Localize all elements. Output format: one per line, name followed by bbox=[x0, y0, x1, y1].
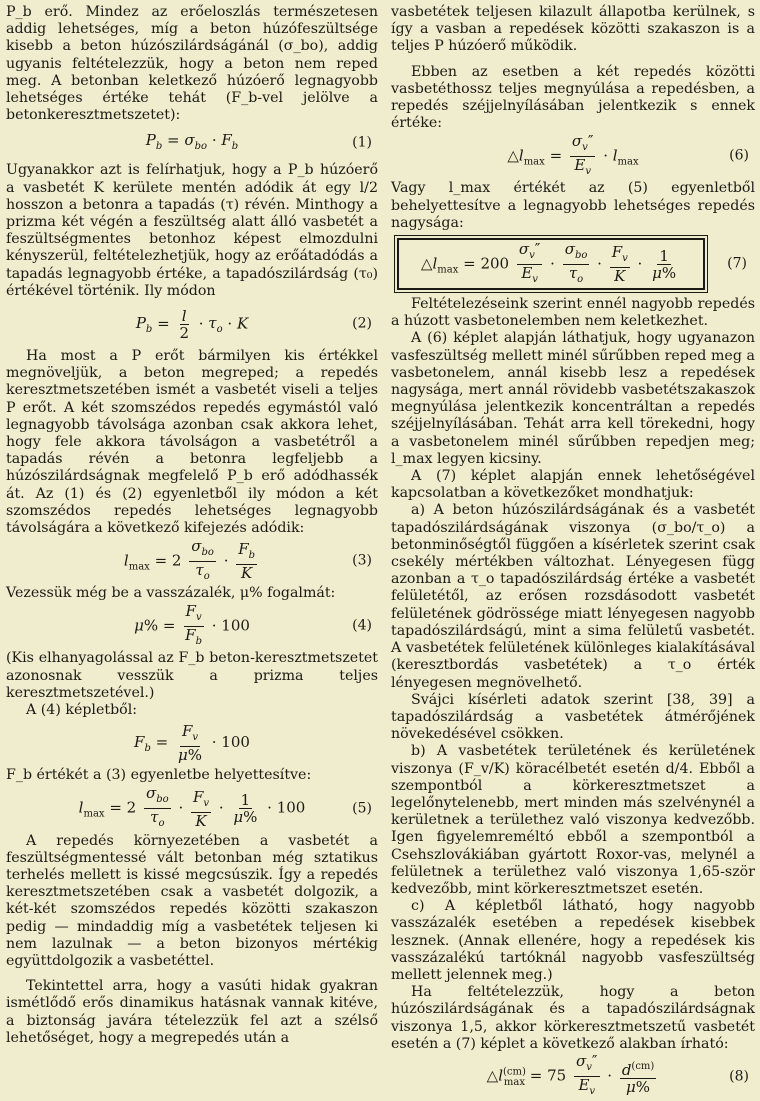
left-paragraph-2: Ugyanakkor azt is felírhatjuk, hogy a P_b húzóerő a vasbetét K kerülete mentén adódik át egy l/2 hosszon a betonra a tapadás (τ) révén. Minthogy a prizma két végén a feszültség alatt álló vasbetét a feszültségmentes betonhoz képest elmozdulni kényszerül, feltételezhetjük, hogy az erőátadódás a tapadás legnagyobb értéke, a tapadószilárdság (τ₀) értékével történik. Ily módon bbox=[6, 162, 378, 299]
equation-4: μ% = $\frac{F_v}{F_b}$ · 100 (4) bbox=[134, 601, 372, 647]
equation-8-number: (8) bbox=[729, 1068, 749, 1085]
right-paragraph-2: Ebben az esetben a két repedés közötti vasbetéthossz teljes megnyúlása a repedésben, a repedés széjjelnyílásában jelentkezik s ennek értéke: bbox=[391, 63, 755, 132]
equation-7: $\triangle l_{max} = 200$ $\frac{\sigma_v''}{E_v}$ · $\frac{\sigma_{bo}}{\tau_o}$ · $\frac{F_v}{K}$ · $\frac{1}{\mu\%}$ (7) bbox=[397, 238, 705, 290]
right-paragraph-6: A (7) képlet alapján ennek lehetőségével kapcsolatban a következőket mondhatjuk: bbox=[391, 468, 755, 502]
equation-6: $\triangle l_{max}$ = $\frac{\sigma_v''}{E_v}$ · $l_{max}$ (6) bbox=[507, 131, 749, 177]
left-paragraph-6: A (4) képletből: bbox=[26, 702, 138, 719]
right-paragraph-5: A (6) képlet alapján láthatjuk, hogy ugyanazon vasfeszültség mellett minél sűrűbben reped meg a vasbetonelem, annál kisebb lesz a repedések nagysága, mert annál rövidebb vasbetétszakaszok megnyúlása jelentkezik koncentráltan a repedés széjjelnyílásában. Tehát arra kell törekedni, hogy a vasbetonelem minél sűrűbben repedjen meg; l_max legyen kicsiny. bbox=[391, 330, 755, 467]
equation-2-number: (2) bbox=[352, 315, 372, 332]
equation-3: $l_{max} = 2$ $\frac{\sigma_{bo}}{\tau_o}$ · $\frac{F_b}{K}$ (3) bbox=[123, 536, 372, 583]
right-paragraph-9: b) A vasbetétek területének és kerületének viszonya (F_v/K) köracélbetét esetén d/4. Ebből a szempontból a körkeresztmetszet a legelőnytelenebb, mert minden más szelvénynél a kerületnek a területhez való viszonya kedvezőbb. Igen figyelemreméltó ebből a szempontból a Csehszlovákiában gyártott Roxor-vas, melynél a felületnek a területhez való viszonya 1,65-ször kedvezőbb, mint körkeresztmetszet esetén. bbox=[391, 743, 755, 897]
left-paragraph-5: (Kis elhanyagolással az F_b beton-keresztmetszetet azonosnak vesszük a prizma teljes keresztmetszetével.) bbox=[6, 650, 378, 701]
right-paragraph-3: Vagy l_max értékét az (5) egyenletből behelyettesítve a legnagyobb lehetséges repedés nagysága: bbox=[391, 180, 755, 231]
equation-6-number: (6) bbox=[729, 147, 749, 164]
equation-8: $\triangle l^{(cm)}_{max} = 75$ $\frac{\sigma_v''}{E_v}$ · $\frac{d^{(cm)}}{\mu\%}$ (8) bbox=[486, 1052, 749, 1098]
equation-3-number: (3) bbox=[352, 552, 372, 569]
right-paragraph-4: Feltételezéseink szerint ennél nagyobb repedés a húzott vasbetonelemben nem keletkezhet. bbox=[391, 296, 755, 330]
right-paragraph-11: Ha feltételezzük, hogy a beton húzószilárdságának és a tapadószilárdságnak viszonya 1,5, akkor körkeresztmetszetű vasbetét esetén a (7) képlet a következő alakban írható: bbox=[391, 984, 755, 1052]
left-paragraph-7: F_b értékét a (3) egyenletbe helyettesítve: bbox=[6, 767, 312, 784]
equation-5: $l_{max} = 2$ $\frac{\sigma_{bo}}{\tau_o}$ · $\frac{F_v}{K}$ · $\frac{1}{\mu\%}$ · 100 (5) bbox=[78, 784, 372, 830]
left-paragraph-9: Tekintettel arra, hogy a vasúti hidak gyakran ismétlődő erős dinamikus hatásnak vannak kitéve, a biztonság javára tételezzük fel azt a szélső lehetőséget, hogy a megrepedés után a bbox=[6, 978, 378, 1046]
left-paragraph-8: A repedés környezetében a vasbetét a feszültségmentessé vált betonban még sztatikus terhelés mellett is kissé megcsúszik. Így a repedés keresztmetszetében csak a vasbetét dolgozik, a két-két szomszédos repedés közötti szakaszon pedig — mindaddig míg a vasbetétek teljesen ki nem lazulnak — a beton bizonyos mértékig együttdolgozik a vasbetéttel. bbox=[6, 832, 378, 969]
equation-5-number: (5) bbox=[352, 799, 372, 816]
equation-1: $P_b = \sigma_{bo} \cdot F_b$ (1) bbox=[145, 130, 372, 152]
left-paragraph-1: P_b erő. Mindez az erőeloszlás természetesen addig lehetséges, míg a beton húzófeszültsége kisebb a beton húzószilárdságánál (σ_bo), addig ugyanis feltételezzük, hogy a beton nem reped meg. A betonban keletkező húzóerő legnagyobb lehetséges értéke tehát (F_b-vel jelölve a betonkeresztmetszetet): bbox=[6, 4, 378, 124]
right-paragraph-7: a) A beton húzószilárdságának és a vasbetét tapadószilárdságának viszonya (σ_bo/τ_o) a betonminőségtől függően a kísérletek szerint csak csekély mértékben változhat. Lényegesen függ azonban a τ_o tapadószilárdság értéke a vasbetét felületétől, az erősen rozsdásodott vasbetét felületének gödrössége miatt lényegesen nagyobb tapadószilárdságú, mint a sima felületű vasbetét. A vasbetétek felületének különleges kialakításával (keresztbordás vasbetétek) a τ_o érték lényegesen megnövelhető. bbox=[391, 502, 755, 691]
right-paragraph-8: Svájci kísérleti adatok szerint [38, 39] a tapadószilárdság a vasbetétek átmérőjének növekedésével csökken. bbox=[391, 691, 755, 743]
right-paragraph-1: vasbetétek teljesen kilazult állapotba kerülnek, s így a vasban a repedések közötti szakaszon is a teljes P húzóerő működik. bbox=[391, 4, 755, 55]
equation-7-number: (7) bbox=[727, 255, 747, 272]
equation-2: $P_b$ = $\frac{l}{2}$ · $\tau_o \cdot K$ (2) bbox=[135, 306, 372, 342]
equation-4-number: (4) bbox=[352, 617, 372, 634]
equation-4b: $F_b$ = $\frac{F_v}{\mu\%}$ · 100 bbox=[134, 722, 250, 765]
left-paragraph-4: Vezessük még be a vasszázalék, μ% fogalmát: bbox=[6, 585, 336, 602]
right-column bbox=[391, 4, 755, 1101]
left-paragraph-3: Ha most a P erőt bármilyen kis értékkel megnöveljük, a beton megreped; a repedés keresztmetszetében ismét a vasbetét viseli a teljes P erőt. A két szomszédos repedés egymástól való legnagyobb távolsága azonban csak akkora lehet, hogy fele akkora távolságon a vasbetétről a tapadás révén a betonra legfeljebb a húzószilárdságnak megfelelő P_b erő adódhassék át. Az (1) és (2) egyenletből ily módon a két szomszédos repedés lehetséges legnagyobb távolságára a következő kifejezés adódik: bbox=[6, 348, 378, 537]
right-paragraph-10: c) A képletből látható, hogy nagyobb vasszázalék esetében a repedések kisebbek lesznek. (Annak ellenére, hogy a repedések kis vasszázalékú tartóknál nagyobb vasfeszültség mellett jelennek meg.) bbox=[391, 898, 755, 983]
equation-1-number: (1) bbox=[352, 134, 372, 151]
left-column bbox=[6, 4, 378, 1047]
